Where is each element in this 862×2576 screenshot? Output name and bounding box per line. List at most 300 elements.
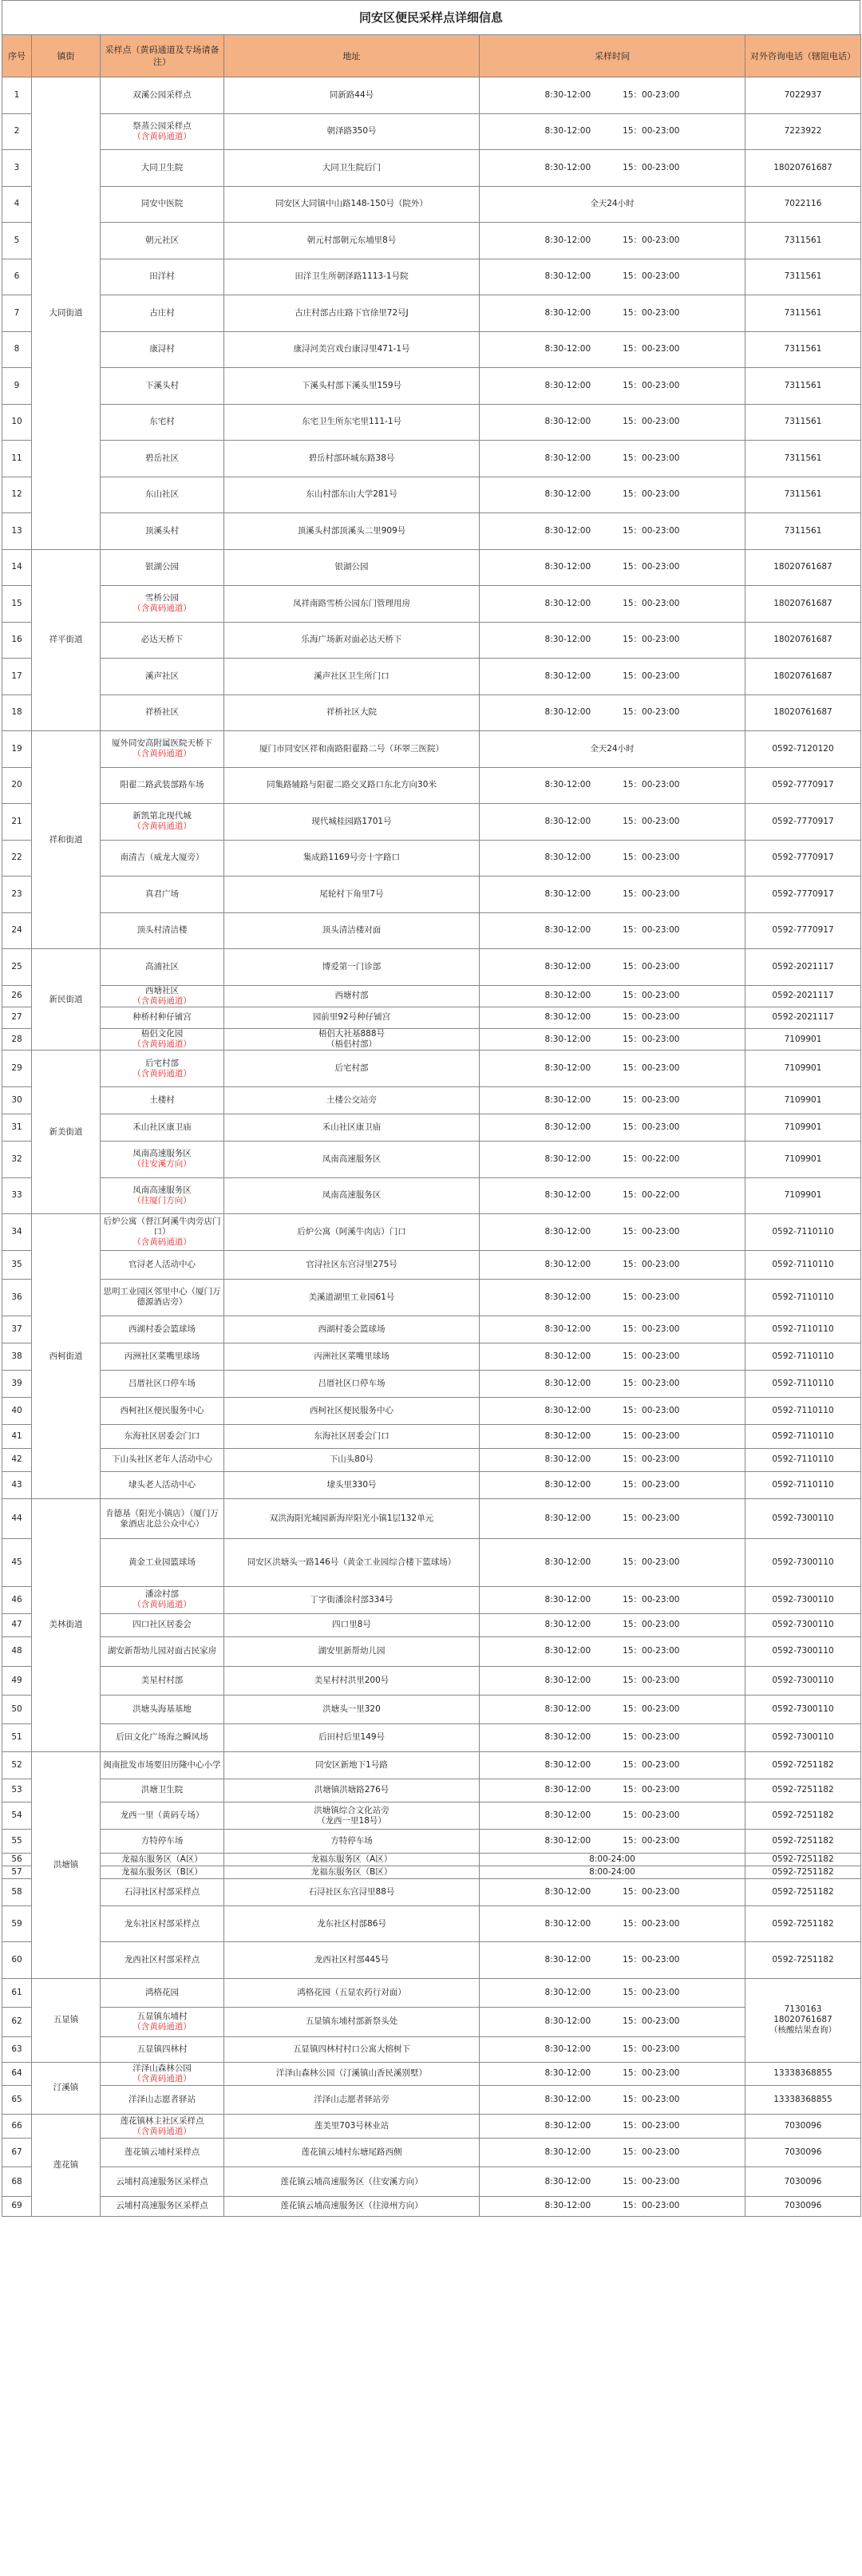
time-afternoon: 15：00-23:00 xyxy=(623,1378,680,1388)
row-number-text: 33 xyxy=(11,1190,22,1201)
site-address xyxy=(224,2115,480,2139)
row-number-text: 50 xyxy=(11,1704,22,1715)
site-name-text: 高浦社区 xyxy=(145,961,179,971)
time-morning: 8:30-12:00 xyxy=(544,2095,591,2105)
site-name xyxy=(101,1942,224,1979)
phone-number-text: 7109901 xyxy=(784,1190,822,1201)
phone-number-text: 0592-7251182 xyxy=(772,1955,834,1965)
time-pair xyxy=(481,2177,743,2187)
site-name-text: 双溪公园采样点 xyxy=(132,89,192,100)
site-address-text: 凤南高速服务区 xyxy=(322,1153,382,1164)
yellow-code-note: （往安溪方向） xyxy=(132,1159,192,1169)
site-address xyxy=(224,477,480,513)
site-address xyxy=(224,2196,480,2216)
site-name-text: 真君广场 xyxy=(145,888,179,899)
phone-number-text: 0592-7251182 xyxy=(772,1785,834,1795)
sampling-time xyxy=(480,2008,745,2036)
row-number-text: 56 xyxy=(11,1854,22,1864)
phone-number xyxy=(745,477,861,513)
site-address xyxy=(224,1637,480,1666)
site-name xyxy=(101,368,224,405)
table-header-row xyxy=(2,35,861,77)
table-row xyxy=(2,1142,861,1178)
time-pair xyxy=(481,2016,743,2027)
site-address xyxy=(224,1142,480,1178)
sampling-time xyxy=(480,1695,745,1723)
sampling-time xyxy=(480,1142,745,1178)
sampling-time xyxy=(480,1905,745,1942)
site-address xyxy=(224,659,480,695)
table-row xyxy=(2,912,861,949)
row-number-text: 13 xyxy=(11,525,22,536)
site-name-text: 五显镇四林村 xyxy=(136,2044,188,2054)
phone-number xyxy=(745,1114,861,1142)
row-number xyxy=(2,2008,32,2036)
site-name xyxy=(101,150,224,187)
sampling-time xyxy=(480,1751,745,1779)
site-name xyxy=(101,1905,224,1942)
time-pair xyxy=(481,1785,743,1795)
row-number-text: 51 xyxy=(11,1732,22,1743)
row-number-text: 15 xyxy=(11,598,22,608)
site-name-text: 吕厝社区口停车场 xyxy=(129,1378,196,1388)
time-morning: 8:30-12:00 xyxy=(544,1785,591,1795)
site-address-text: 鸿格花园（五显农药行对面） xyxy=(297,1988,406,1998)
site-address xyxy=(224,77,480,114)
site-address xyxy=(224,1751,480,1779)
row-number-text: 52 xyxy=(11,1759,22,1770)
site-name xyxy=(101,1878,224,1905)
site-name-text: 莲花镇云埔村采样点 xyxy=(124,2147,200,2158)
town-name xyxy=(32,77,101,550)
site-name xyxy=(101,767,224,804)
phone-number xyxy=(745,1250,861,1279)
time-afternoon: 15：00-23:00 xyxy=(623,307,680,318)
site-address xyxy=(224,1695,480,1723)
time-pair xyxy=(481,489,743,500)
row-number-text: 61 xyxy=(11,1988,22,1998)
site-name-text: 朝元社区 xyxy=(145,235,179,245)
site-name-text: 美星村村部 xyxy=(140,1675,184,1685)
site-address-text: 同安区新地下1号路 xyxy=(315,1759,388,1770)
yellow-code-note: （含黄码通道） xyxy=(132,1068,192,1078)
site-name-text: 康浔村 xyxy=(149,344,175,354)
phone-number xyxy=(745,1586,861,1613)
time-morning: 8:30-12:00 xyxy=(544,816,591,826)
sampling-time xyxy=(480,767,745,804)
phone-number-text: 0592-7300110 xyxy=(772,1704,834,1715)
town-name xyxy=(32,1751,101,1978)
phone-number-text: 0592-7251182 xyxy=(772,1886,834,1897)
time-morning: 8:30-12:00 xyxy=(544,380,591,390)
phone-number-text: 0592-2021117 xyxy=(772,991,834,1001)
time-pair xyxy=(481,780,743,790)
sampling-time xyxy=(480,1086,745,1114)
phone-number xyxy=(745,1905,861,1942)
time-all-day: 全天24小时 xyxy=(590,743,635,754)
phone-number-text: 0592-7770917 xyxy=(772,816,834,826)
site-address xyxy=(224,2139,480,2167)
site-address-text: 下山头80号 xyxy=(329,1454,374,1465)
site-name-text: 西柯社区便民服务中心 xyxy=(120,1405,204,1415)
time-morning: 8:30-12:00 xyxy=(544,1646,591,1656)
row-number xyxy=(2,1177,32,1214)
site-address-text: 洋泽山森林公园（汀溪镇山香民溪别墅） xyxy=(276,2068,427,2079)
time-afternoon: 15：00-23:00 xyxy=(623,162,680,172)
phone-number-text: 7311561 xyxy=(784,489,822,500)
table-row xyxy=(2,1177,861,1214)
site-address xyxy=(224,1472,480,1499)
site-address xyxy=(224,186,480,223)
site-address-text: 洪塘镇综合文化站旁 xyxy=(314,1805,389,1815)
phone-number xyxy=(745,1029,861,1051)
time-afternoon: 15：00-23:00 xyxy=(623,1514,680,1524)
sampling-time xyxy=(480,1250,745,1279)
phone-number-text: 0592-7300110 xyxy=(772,1732,834,1743)
time-pair xyxy=(481,671,743,682)
row-number-text: 7 xyxy=(14,307,20,318)
site-name xyxy=(101,1114,224,1142)
time-afternoon: 15：00-23:00 xyxy=(623,1324,680,1334)
time-afternoon: 15：00-23:00 xyxy=(623,1292,680,1302)
row-number-text: 19 xyxy=(11,743,22,754)
row-number-text: 46 xyxy=(11,1594,22,1605)
site-name xyxy=(101,1802,224,1830)
site-name xyxy=(101,1142,224,1178)
site-address-text: 五显镇东埔村部新祭头处 xyxy=(305,2016,398,2027)
site-address-text: 博爱第一门诊部 xyxy=(322,961,382,971)
yellow-code-note: （含黄码通道） xyxy=(132,995,192,1006)
site-name xyxy=(101,404,224,441)
phone-number xyxy=(745,513,861,550)
sampling-time xyxy=(480,1586,745,1613)
phone-number-text: 0592-7251182 xyxy=(772,1810,834,1821)
site-address-text: 朝元村部朝元东埔里8号 xyxy=(306,235,397,245)
time-morning: 8:30-12:00 xyxy=(544,2201,591,2211)
site-name xyxy=(101,2167,224,2196)
time-afternoon: 15：00-23:00 xyxy=(623,1646,680,1656)
phone-number xyxy=(745,1499,861,1539)
phone-number xyxy=(745,731,861,768)
phone-number-text: 7022116 xyxy=(784,199,822,209)
time-afternoon: 15：00-23:00 xyxy=(623,925,680,936)
site-name-text: 顶溪头村 xyxy=(145,525,179,536)
site-address-text: 东宅卫生所东宅里111-1号 xyxy=(301,417,401,427)
table-row xyxy=(2,404,861,441)
sampling-time xyxy=(480,985,745,1007)
table-row xyxy=(2,1214,861,1251)
sampling-time xyxy=(480,1397,745,1424)
site-address xyxy=(224,223,480,259)
table-row xyxy=(2,549,861,586)
site-name xyxy=(101,1539,224,1586)
row-number xyxy=(2,77,32,114)
town-name-text: 五显镇 xyxy=(53,2015,79,2025)
sampling-time xyxy=(480,1779,745,1802)
time-morning: 8:30-12:00 xyxy=(544,1675,591,1685)
time-afternoon: 15：00-23:00 xyxy=(623,853,680,863)
site-name-text: 龙西社区村部采样点 xyxy=(124,1955,200,1965)
site-address xyxy=(224,1343,480,1370)
yellow-code-note: （含黄码通道） xyxy=(132,821,192,832)
time-morning: 8:30-12:00 xyxy=(544,1480,591,1490)
yellow-code-note: （含黄码通道） xyxy=(132,2126,192,2136)
row-number-text: 24 xyxy=(11,925,22,936)
phone-number-text: 7109901 xyxy=(784,1034,822,1044)
time-morning: 8:30-12:00 xyxy=(544,2016,591,2027)
row-number-text: 23 xyxy=(11,888,22,899)
row-number xyxy=(2,1666,32,1695)
table-row xyxy=(2,1007,861,1028)
table-row xyxy=(2,223,861,259)
time-pair xyxy=(481,962,743,972)
time-pair xyxy=(481,1122,743,1133)
site-name xyxy=(101,2086,224,2115)
time-pair xyxy=(481,235,743,246)
site-address xyxy=(224,1029,480,1051)
phone-number-text: 18020761687 xyxy=(773,162,832,172)
phone-number-text: 7030096 xyxy=(784,2147,822,2158)
row-number xyxy=(2,368,32,405)
phone-number-text: 7109901 xyxy=(784,1063,822,1074)
time-afternoon: 15：00-23:00 xyxy=(623,816,680,826)
time-pair xyxy=(481,889,743,900)
site-name-text: 南清吉（威龙大厦旁） xyxy=(120,853,204,863)
row-number xyxy=(2,513,32,550)
site-address xyxy=(224,2036,480,2062)
table-row xyxy=(2,1978,861,2007)
row-number-text: 36 xyxy=(11,1292,22,1302)
time-morning: 8:30-12:00 xyxy=(544,635,591,645)
site-address xyxy=(224,767,480,804)
time-morning: 8:30-12:00 xyxy=(544,1094,591,1105)
site-name xyxy=(101,1007,224,1028)
time-pair xyxy=(481,1035,743,1045)
table-row xyxy=(2,1086,861,1114)
site-name-text: 同安中医院 xyxy=(140,199,184,209)
site-name-text: 西湖村委会篮球场 xyxy=(129,1324,196,1334)
sampling-time xyxy=(480,1343,745,1370)
site-name-text: 后炉公寓（督江阿溪牛肉旁店门口） xyxy=(103,1216,221,1237)
table-row xyxy=(2,2139,861,2167)
table-row xyxy=(2,840,861,876)
row-number-text: 34 xyxy=(11,1226,22,1237)
table-row xyxy=(2,804,861,841)
sampling-time xyxy=(480,912,745,949)
row-number-text: 6 xyxy=(14,271,20,282)
table-body xyxy=(2,77,861,2217)
site-name-text: 银湖公园 xyxy=(145,562,179,572)
yellow-code-note: （含黄码通道） xyxy=(132,131,192,141)
time-morning: 8:30-12:00 xyxy=(544,1732,591,1743)
site-address-text: 洪塘头一里320 xyxy=(322,1704,381,1715)
site-address xyxy=(224,1724,480,1751)
row-number-text: 44 xyxy=(11,1514,22,1524)
row-number-text: 10 xyxy=(11,417,22,427)
sampling-time xyxy=(480,186,745,223)
site-address-text: 东山村部东山大学281号 xyxy=(306,489,397,500)
site-address-text: 莲花镇云埔高速服务区（往安溪方向） xyxy=(280,2176,423,2186)
site-address-text: 碧岳村部环城东路38号 xyxy=(308,453,395,463)
time-morning: 8:30-12:00 xyxy=(544,1190,591,1201)
site-name xyxy=(101,1724,224,1751)
site-address xyxy=(224,1878,480,1905)
time-pair xyxy=(481,991,743,1001)
site-name-text: 丙洲社区菜嘴里球场 xyxy=(124,1351,200,1361)
site-address-text: 古庄村部古庄路下官徐里72号J xyxy=(295,307,409,318)
phone-number-text: 0592-7110110 xyxy=(772,1378,834,1388)
phone-number xyxy=(745,1637,861,1666)
time-afternoon: 15：00-23:00 xyxy=(623,2095,680,2105)
time-pair xyxy=(481,163,743,173)
site-address-text: 祥桥社区大院 xyxy=(326,707,377,718)
row-number-text: 37 xyxy=(11,1324,22,1334)
sampling-time xyxy=(480,2115,745,2139)
row-number xyxy=(2,1942,32,1979)
time-pair xyxy=(481,1012,743,1023)
phone-number xyxy=(745,1177,861,1214)
time-pair xyxy=(481,1955,743,1965)
header-address: 地址 xyxy=(224,35,480,77)
site-name xyxy=(101,912,224,949)
row-number xyxy=(2,586,32,623)
phone-number-text: 7109901 xyxy=(784,1122,822,1133)
site-name-text: 阳翟二路武装部路车场 xyxy=(120,780,204,790)
row-number-text: 35 xyxy=(11,1259,22,1269)
time-morning: 8:30-12:00 xyxy=(544,89,591,100)
site-name-text: 黄金工业园篮球场 xyxy=(129,1557,196,1567)
site-name-text: 东宅村 xyxy=(149,417,175,427)
row-number-text: 26 xyxy=(11,991,22,1001)
header-town: 镇街 xyxy=(32,35,101,77)
phone-number xyxy=(745,1214,861,1251)
site-name xyxy=(101,441,224,477)
table-row xyxy=(2,1942,861,1979)
yellow-code-note: （往厦门方向） xyxy=(132,1195,192,1205)
row-number-text: 21 xyxy=(11,816,22,826)
town-name xyxy=(32,1214,101,1499)
phone-number-text: 0592-7110110 xyxy=(772,1226,834,1237)
time-afternoon: 15：00-23:00 xyxy=(623,1886,680,1897)
time-morning: 8:30-12:00 xyxy=(544,1063,591,1074)
site-name xyxy=(101,1751,224,1779)
time-morning: 8:30-12:00 xyxy=(544,562,591,572)
site-name-text: 必达天桥下 xyxy=(140,635,184,645)
site-name-text: 土楼村 xyxy=(149,1094,175,1105)
site-name-text: 龙东社区村部采样点 xyxy=(124,1918,200,1929)
row-number xyxy=(2,1425,32,1449)
time-afternoon: 15：00-23:00 xyxy=(623,2201,680,2211)
time-morning: 8:30-12:00 xyxy=(544,417,591,427)
town-name xyxy=(32,2062,101,2115)
time-pair xyxy=(481,1732,743,1743)
site-address xyxy=(224,368,480,405)
site-address xyxy=(224,1425,480,1449)
time-afternoon: 15：00-22:00 xyxy=(623,1153,680,1164)
table-row xyxy=(2,295,861,332)
site-address xyxy=(224,1802,480,1830)
time-afternoon: 15：00-23:00 xyxy=(623,453,680,463)
site-address xyxy=(224,949,480,986)
table-row xyxy=(2,1425,861,1449)
site-name xyxy=(101,1086,224,1114)
phone-number-text: 7030096 xyxy=(784,2201,822,2211)
time-morning: 8:30-12:00 xyxy=(544,961,591,971)
phone-number-text: 0592-7251182 xyxy=(772,1836,834,1846)
site-address xyxy=(224,1942,480,1979)
table-row xyxy=(2,1343,861,1370)
phone-number-text: 7311561 xyxy=(784,417,822,427)
sampling-time xyxy=(480,223,745,259)
time-pair xyxy=(481,126,743,137)
row-number xyxy=(2,1142,32,1178)
phone-number-text: 7109901 xyxy=(784,1094,822,1105)
time-morning: 8:30-12:00 xyxy=(544,853,591,863)
table-row xyxy=(2,731,861,768)
site-address-text: 同安区洪塘头一路146号（黄金工业园综合楼下篮球场） xyxy=(247,1557,457,1567)
row-number xyxy=(2,1905,32,1942)
phone-number-text: 7311561 xyxy=(784,235,822,245)
time-pair xyxy=(481,562,743,572)
row-number-text: 60 xyxy=(11,1955,22,1965)
sampling-time xyxy=(480,622,745,659)
site-address-text: 龙福东服务区（A区） xyxy=(310,1854,393,1864)
table-row xyxy=(2,1613,861,1637)
table-row xyxy=(2,1866,861,1878)
site-address-text: 龙东社区村部86号 xyxy=(317,1918,386,1929)
time-pair xyxy=(481,417,743,427)
site-address-text: 湖安里新帮幼儿园 xyxy=(318,1646,386,1656)
phone-number xyxy=(745,2139,861,2167)
time-pair xyxy=(481,1836,743,1846)
time-all-day: 全天24小时 xyxy=(590,199,635,209)
row-number-text: 41 xyxy=(11,1430,22,1441)
sampling-time xyxy=(480,441,745,477)
site-name xyxy=(101,513,224,550)
row-number xyxy=(2,1051,32,1087)
phone-number-text: 7311561 xyxy=(784,380,822,390)
site-address-text: 龙西社区村部445号 xyxy=(314,1955,389,1965)
sampling-time xyxy=(480,513,745,550)
table-row xyxy=(2,1539,861,1586)
site-address xyxy=(224,295,480,332)
sampling-time xyxy=(480,1177,745,1214)
time-pair xyxy=(481,1919,743,1929)
time-afternoon: 15：00-23:00 xyxy=(623,671,680,681)
phone-number xyxy=(745,1316,861,1343)
time-pair xyxy=(481,2201,743,2211)
yellow-code-note: （含黄码通道） xyxy=(132,1600,192,1610)
time-pair xyxy=(481,1454,743,1465)
row-number xyxy=(2,659,32,695)
time-afternoon: 15：00-23:00 xyxy=(623,380,680,390)
table-row xyxy=(2,2115,861,2139)
time-afternoon: 15：00-23:00 xyxy=(623,1226,680,1237)
phone-number xyxy=(745,549,861,586)
time-pair xyxy=(481,707,743,718)
row-number xyxy=(2,1613,32,1637)
site-name xyxy=(101,1397,224,1424)
time-pair xyxy=(481,1260,743,1270)
site-address xyxy=(224,1779,480,1802)
site-name xyxy=(101,1666,224,1695)
site-address xyxy=(224,1250,480,1279)
time-afternoon: 15：00-23:00 xyxy=(623,961,680,971)
time-morning: 8:30-12:00 xyxy=(544,1292,591,1302)
phone-number-text: 7311561 xyxy=(784,525,822,536)
sampling-time xyxy=(480,1637,745,1666)
row-number-text: 12 xyxy=(11,489,22,500)
